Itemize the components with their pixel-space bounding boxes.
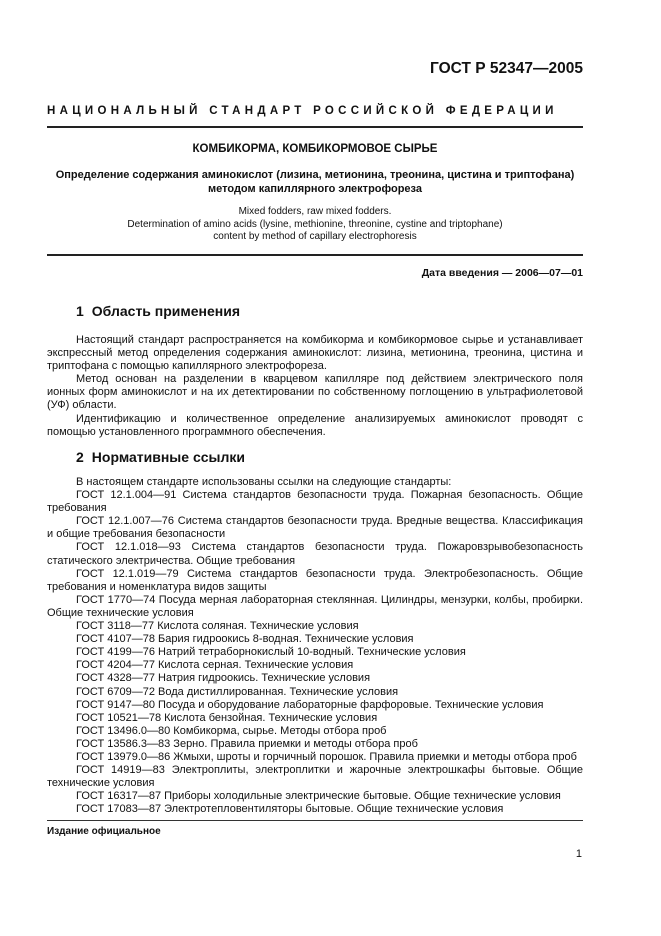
official-edition-label: Издание официальное — [47, 826, 161, 837]
section-number: 1 — [76, 303, 84, 319]
page-number: 1 — [575, 848, 582, 860]
normative-references-list — [47, 476, 583, 816]
section-1-body — [47, 334, 583, 439]
subtitle-line: методом капиллярного электрофореза — [208, 183, 422, 195]
section-1-heading — [76, 303, 240, 319]
english-title-line: Determination of amino acids (lysine, methionine, threonine, cystine and triptophane) — [127, 218, 503, 230]
paragraph: Метод основан на разделении в кварцевом капилляре под действием электрического поля ионных форм аминокислот и на их детектировании по собственному поглощению в ультрафиолетовой (УФ) области. — [47, 373, 583, 412]
reference-item: ГОСТ 9147—80 Посуда и оборудование лабораторные фарфоровые. Технические условия — [76, 698, 544, 711]
paragraph: Идентификацию и количественное определение анализируемых аминокислот проводят с помощью установленного программного обеспечения. — [47, 412, 583, 438]
reference-item: ГОСТ 4107—78 Бария гидроокись 8-водная. Технические условия — [76, 633, 414, 646]
reference-item: ГОСТ 3118—77 Кислота соляная. Технические условия — [76, 620, 359, 633]
reference-item: ГОСТ 1770—74 Посуда мерная лабораторная стеклянная. Цилиндры, мензурки, колбы, пробирки. Общие технические условия — [47, 593, 583, 619]
section-number: 2 — [76, 449, 84, 465]
document-number: ГОСТ Р 52347—2005 — [430, 60, 583, 77]
national-standard-banner: НАЦИОНАЛЬНЫЙ СТАНДАРТ РОССИЙСКОЙ ФЕДЕРАЦИИ — [47, 105, 558, 117]
standard-subtitle — [47, 168, 583, 196]
reference-item: ГОСТ 10521—78 Кислота бензойная. Технические условия — [76, 711, 378, 724]
subtitle-line: Определение содержания аминокислот (лизина, метионина, треонина, цистина и триптофана) — [55, 169, 575, 181]
header-divider — [47, 126, 583, 128]
reference-item: В настоящем стандарте использованы ссылки на следующие стандарты: — [76, 476, 452, 488]
english-title — [47, 206, 583, 244]
reference-item: ГОСТ 13496.0—80 Комбикорма, сырье. Методы отбора проб — [76, 724, 387, 737]
reference-item: ГОСТ 12.1.007—76 Система стандартов безопасности труда. Вредные вещества. Классификация и общие требования безопасности — [47, 515, 583, 541]
title-divider — [47, 254, 583, 256]
reference-item: ГОСТ 4204—77 Кислота серная. Технические условия — [76, 659, 354, 672]
english-title-line: content by method of capillary electrophoresis — [213, 231, 417, 242]
reference-item: ГОСТ 12.1.019—79 Система стандартов безопасности труда. Электробезопасность. Общие требования и номенклатура видов защиты — [47, 567, 583, 593]
introduction-date: Дата введения — 2006—07—01 — [421, 267, 583, 279]
standard-title: КОМБИКОРМА, КОМБИКОРМОВОЕ СЫРЬЕ — [192, 143, 438, 155]
footer-divider — [47, 820, 583, 821]
reference-item: ГОСТ 17083—87 Электротепловентиляторы бытовые. Общие технические условия — [76, 803, 504, 816]
section-title: Область применения — [91, 303, 241, 319]
reference-item: ГОСТ 14919—83 Электроплиты, электроплитки и жарочные электрошкафы бытовые. Общие технические условия — [47, 764, 583, 790]
section-2-heading — [76, 449, 245, 465]
reference-item: ГОСТ 4328—77 Натрия гидроокись. Технические условия — [76, 672, 371, 685]
reference-item: ГОСТ 13586.3—83 Зерно. Правила приемки и методы отбора проб — [76, 737, 418, 750]
reference-item: ГОСТ 12.1.018—93 Система стандартов безопасности труда. Пожаровзрывобезопасность статического электричества. Общие требования — [47, 541, 583, 567]
english-title-line: Mixed fodders, raw mixed fodders. — [238, 206, 392, 217]
reference-item: ГОСТ 16317—87 Приборы холодильные электрические бытовые. Общие технические условия — [76, 790, 561, 803]
reference-item: ГОСТ 6709—72 Вода дистиллированная. Технические условия — [76, 685, 399, 698]
reference-item: ГОСТ 13979.0—86 Жмыхи, шроты и горчичный порошок. Правила приемки и методы отбора проб — [76, 750, 577, 763]
reference-item: ГОСТ 12.1.004—91 Система стандартов безопасности труда. Пожарная безопасность. Общие требования — [47, 489, 583, 515]
section-title: Нормативные ссылки — [91, 449, 245, 465]
paragraph: Настоящий стандарт распространяется на комбикорма и комбикормовое сырье и устанавливает экспрессный метод определения содержания аминокислот: лизина, метионина, треонина, цистина и триптофана с помощью капиллярного электрофореза. — [47, 334, 583, 373]
reference-item: ГОСТ 4199—76 Натрий тетраборнокислый 10-водный. Технические условия — [76, 646, 466, 659]
